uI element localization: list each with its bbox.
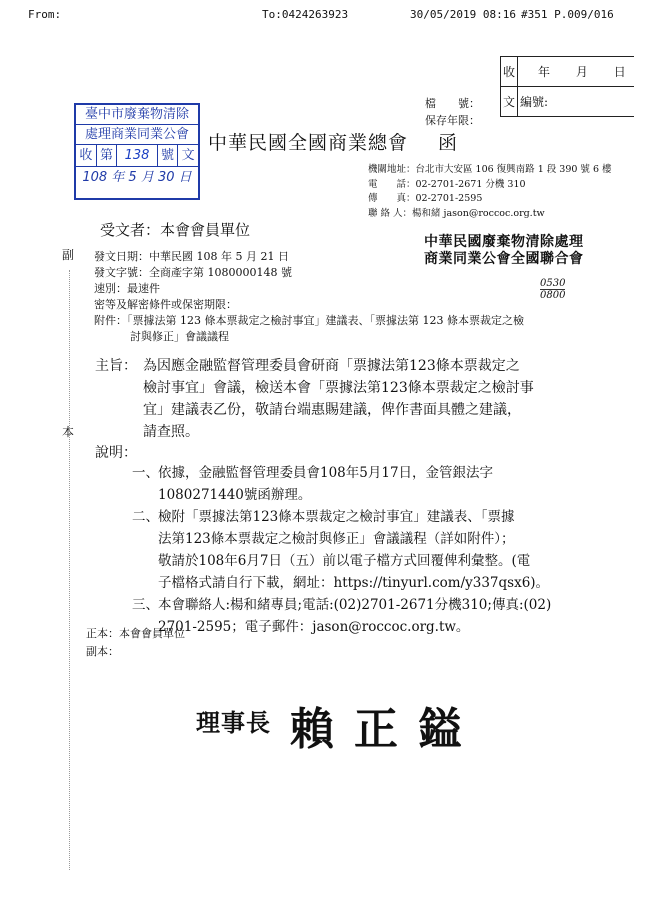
subject-section (95, 355, 555, 443)
copies-block (86, 625, 185, 661)
doc-type: 函 (438, 132, 458, 154)
signature-title: 理事長 (196, 708, 271, 737)
contact-address: 機關地址：台北市大安區 106 復興南路 1 段 390 號 6 樓 (368, 164, 612, 175)
receiver-stamp-line2: 商業同業公會全國聯合會 (424, 251, 584, 267)
binding-line (69, 270, 70, 870)
fax-to: To:0424263923 (262, 8, 349, 21)
explanation-label: 說明： (95, 445, 137, 461)
stamp-recv-number: 138 (117, 145, 157, 166)
doc-meta (94, 249, 524, 345)
stamp-line1: 臺中市廢棄物清除 (76, 105, 198, 125)
fax-datetime: 30/05/2019 08:16 (410, 8, 516, 21)
fax-from: From: (28, 8, 62, 21)
receipt-box (500, 56, 634, 117)
doc-speed: 速別：最速件 (94, 282, 160, 295)
signature-name: 賴正鎰 (290, 704, 482, 755)
doc-date: 發文日期：中華民國 108 年 5 月 21 日 (94, 250, 289, 263)
subject-label: 主旨： (95, 358, 137, 374)
subject-line-4: 請查照。 (143, 424, 199, 440)
stamp-recv-date: 108 年 5 月 30 日 (82, 170, 192, 185)
margin-mark-ben: 本 (62, 425, 75, 439)
contact-block (368, 163, 612, 221)
subject-line-3: 宜」建議表乙份，敬請台端惠賜建議，俾作書面具體之建議， (143, 402, 521, 418)
explanation-item-3: 三、 本會聯絡人:楊和緒專員;電話:(02)2701-2671分機310;傳真:(02) 2701-2595；電子郵件：jason@roccoc.org.tw。 (132, 597, 552, 635)
contact-person: 聯 絡 人：楊和緒 jason@roccoc.org.tw (368, 207, 545, 219)
receipt-col-wen: 文 (501, 87, 518, 117)
explanation-list (132, 462, 572, 638)
stamp-line2: 處理商業同業公會 (76, 125, 198, 145)
handwritten-time-note: 0530 0800 (540, 278, 566, 301)
receipt-stamp (74, 103, 200, 200)
contact-phone: 電 話：02-2701-2671 分機 310 (368, 178, 526, 190)
retention-label: 保存年限： (425, 114, 480, 127)
explanation-item-2: 二、 檢附「票據法第123條本票裁定之檢討事宜」建議表、「票據 法第123條本票裁定之檢討與修正」會議議程（詳如附件）； 敬請於108年6月7日（五）前以電子檔方式回覆俾利彙整。(電 子檔格式請自行下載，網址：https://tinyurl.com/y337qsx6)。 (132, 509, 550, 591)
doc-secrecy: 密等及解密條件或保密期限： (94, 298, 237, 311)
subject-line-2: 檢討事宜」會議，檢送本會「票據法第123條本票裁定之檢討事 (143, 380, 534, 396)
copies-original: 正本：本會會員單位 (86, 627, 185, 640)
recipient-label: 受文者：本會會員單位 (100, 221, 251, 239)
stamp-recv-row: 收 第 138 號 文 (76, 145, 198, 167)
contact-fax: 傳 真：02-2701-2595 (368, 193, 483, 204)
sender-org-name: 中華民國全國商業總會 (208, 132, 409, 154)
margin-mark-fu: 副 (62, 248, 75, 262)
receipt-col-shou: 收 (501, 57, 518, 87)
doc-number: 發文字號：全商產字第 1080000148 號 (94, 266, 292, 279)
file-number-label: 檔 號： (425, 97, 480, 110)
doc-attachment-2: 討與修正」會議議程 (130, 330, 229, 343)
receiver-stamp-line1: 中華民國廢棄物清除處理 (424, 234, 584, 250)
doc-attachment-1: 附件：「票據法第 123 條本票裁定之檢討事宜」建議表、「票據法第 123 條本票裁定之檢 (94, 314, 524, 327)
fax-page: #351 P.009/016 (521, 8, 614, 21)
receipt-number: 編號: (518, 87, 635, 117)
explanation-item-1: 一、 依據，金融監督管理委員會108年5月17日，金管銀法字 1080271440號函辦理。 (132, 465, 494, 503)
receipt-date-row: 年 月 日 (518, 57, 635, 87)
subject-line-1: 為因應金融監督管理委員會研商「票據法第123條本票裁定之 (143, 358, 520, 374)
copies-copy: 副本： (86, 645, 119, 658)
